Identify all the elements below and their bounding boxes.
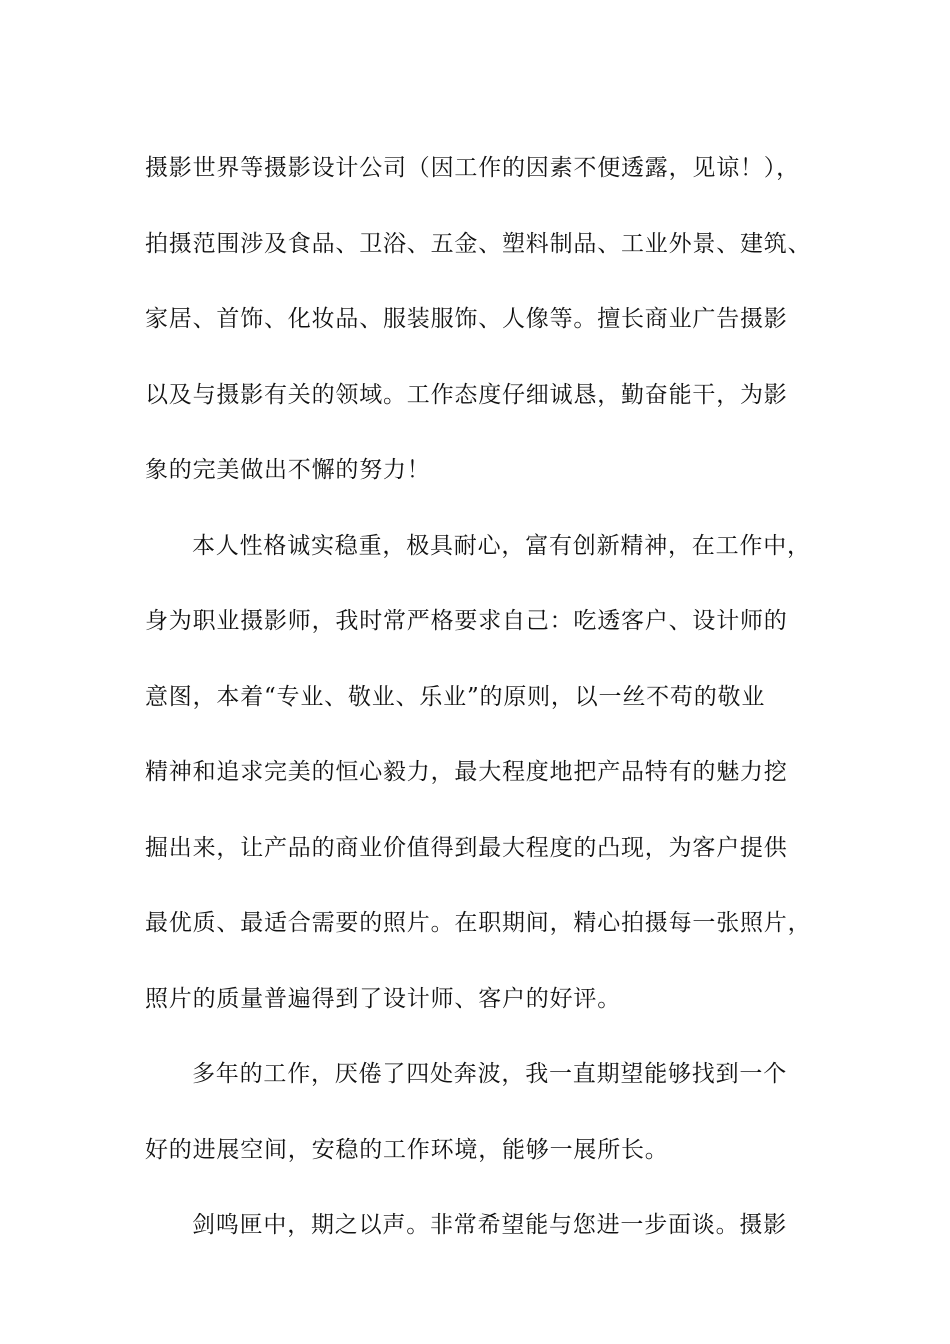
paragraph-start-line: 多年的工作，厌倦了四处奔波，我一直期望能够找到一个: [192, 1061, 787, 1087]
paragraph-start-line: 本人性格诚实稳重，极具耐心，富有创新精神，在工作中，: [192, 532, 811, 559]
text-line: 精神和追求完美的恒心毅力，最大程度地把产品特有的魅力挖: [145, 759, 788, 785]
document-body: [145, 131, 835, 1264]
text-line: 象的完美做出不懈的努力！: [145, 457, 431, 483]
text-line: 掘出来，让产品的商业价值得到最大程度的凸现，为客户提供: [145, 834, 788, 861]
text-line: 家居、首饰、化妆品、服装服饰、人像等。擅长商业广告摄影: [145, 306, 788, 332]
text-line: 意图，本着“专业、敬业、乐业”的原则，以一丝不苟的敬业: [145, 683, 766, 710]
text-line: 最优质、最适合需要的照片。在职期间，精心拍摄每一张照片，: [145, 910, 812, 936]
text-line: 以及与摄影有关的领域。工作态度仔细诚恳，勤奋能干，为影: [145, 381, 788, 408]
text-line: 拍摄范围涉及食品、卫浴、五金、塑料制品、工业外景、建筑、: [145, 230, 812, 257]
text-line: 照片的质量普遍得到了设计师、客户的好评。: [145, 985, 621, 1012]
paragraph-start-line: 剑鸣匣中，期之以声。非常希望能与您进一步面谈。摄影: [192, 1212, 787, 1238]
text-line: 身为职业摄影师，我时常严格要求自己：吃透客户、设计师的: [145, 608, 788, 634]
text-line: 好的进展空间，安稳的工作环境，能够一展所长。: [145, 1136, 669, 1163]
text-line: 摄影世界等摄影设计公司（因工作的因素不便透露，见谅！），: [145, 155, 800, 181]
